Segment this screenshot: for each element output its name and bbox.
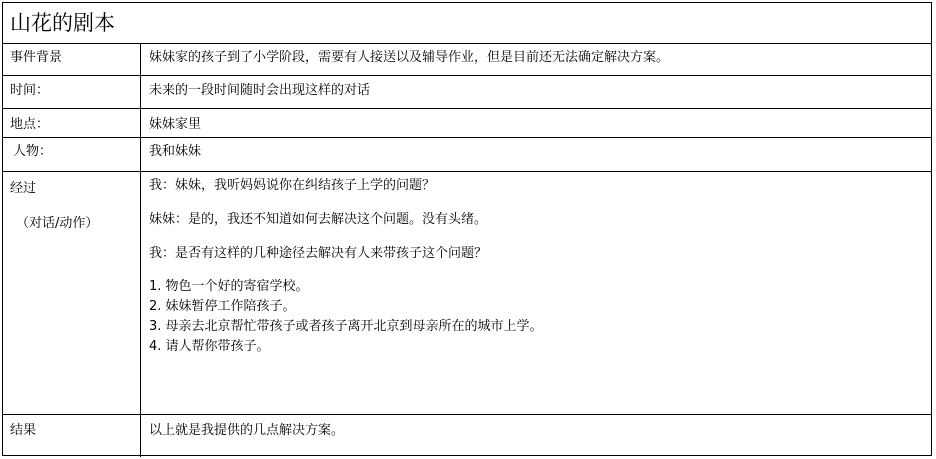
value-process: [141, 172, 931, 414]
value-background: 妹妹家的孩子到了小学阶段，需要有人接送以及辅导作业，但是目前还无法确定解决方案。: [149, 50, 670, 65]
value-people: 我和妹妹: [149, 144, 202, 159]
dialogue-line: 我：妹妹，我听妈妈说你在纠结孩子上学的问题？: [149, 178, 436, 193]
option-item: 3. 母亲去北京帮忙带孩子或者孩子离开北京到母亲所在的城市上学。: [149, 319, 543, 334]
label-time: 时间：: [3, 76, 141, 108]
value-place: 妹妹家里: [149, 117, 202, 132]
row-background: [3, 44, 931, 76]
label-result: 结果: [3, 415, 141, 457]
row-people: [3, 138, 931, 172]
label-process: 经过: [10, 181, 37, 196]
label-process-cell: [3, 172, 141, 414]
row-place: [3, 109, 931, 138]
dialogue-line: 妹妹：是的，我还不知道如何去解决这个问题。没有头绪。: [149, 212, 488, 227]
row-time: [3, 76, 931, 109]
row-process: [3, 172, 931, 415]
options-list: [149, 277, 931, 357]
value-result: 以上就是我提供的几点解决方案。: [149, 423, 345, 438]
label-background: 事件背景: [3, 44, 141, 75]
label-process-sub: （对话/动作）: [16, 216, 99, 231]
dialogue-line: 我：是否有这样的几种途径去解决有人来带孩子这个问题？: [149, 246, 488, 261]
script-document: [2, 2, 932, 456]
document-title: 山花的剧本: [3, 3, 931, 44]
option-item: 4. 请人帮你带孩子。: [149, 339, 270, 354]
label-people: 人物：: [3, 138, 141, 171]
row-result: [3, 415, 931, 457]
option-item: 1. 物色一个好的寄宿学校。: [149, 279, 309, 294]
option-item: 2. 妹妹暂停工作陪孩子。: [149, 299, 296, 314]
label-place: 地点：: [3, 109, 141, 137]
value-time: 未来的一段时间随时会出现这样的对话: [149, 83, 371, 98]
